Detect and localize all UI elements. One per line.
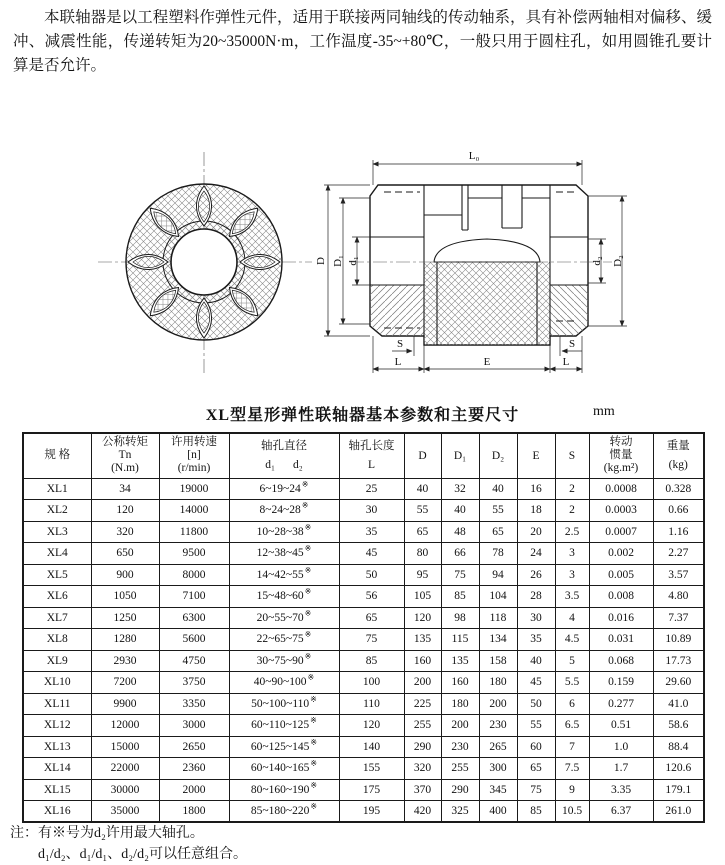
- cell-speed: 3000: [159, 715, 229, 737]
- bore-range: 10~28~38: [256, 525, 304, 538]
- cell-speed: 2360: [159, 758, 229, 780]
- cell-E: 85: [517, 801, 555, 823]
- dim-label-D: D: [315, 257, 327, 265]
- cell-D: 40: [404, 478, 441, 500]
- cell-D1: 325: [441, 801, 479, 823]
- table-row: [23, 693, 704, 715]
- bore-range: 50~100~110: [251, 697, 310, 710]
- cell-torque: 22000: [91, 758, 159, 780]
- cell-D2: 40: [479, 478, 517, 500]
- cell-speed: 4750: [159, 650, 229, 672]
- cell-inertia: 0.51: [589, 715, 653, 737]
- cell-S: 7: [555, 736, 589, 758]
- table-row: [23, 543, 704, 565]
- cell-S: 2.5: [555, 521, 589, 543]
- cell-inertia: 0.016: [589, 607, 653, 629]
- bore-max-mark: ※: [310, 694, 317, 704]
- cell-S: 6: [555, 693, 589, 715]
- cell-E: 65: [517, 758, 555, 780]
- col-header-E: E: [517, 433, 555, 478]
- cell-inertia: 0.008: [589, 586, 653, 608]
- cell-D1: 66: [441, 543, 479, 565]
- bore-range: 12~38~45: [256, 547, 304, 560]
- cell-D: 105: [404, 586, 441, 608]
- cell-bore-length: 195: [339, 801, 404, 823]
- cell-S: 2: [555, 500, 589, 522]
- cell-D2: 200: [479, 693, 517, 715]
- table-row: [23, 586, 704, 608]
- bore-range: 85~180~220: [250, 805, 310, 817]
- cell-D: 420: [404, 801, 441, 823]
- bore-max-mark: ※: [304, 544, 312, 554]
- bore-range: 80~160~190: [250, 783, 310, 796]
- cell-E: 60: [517, 736, 555, 758]
- cell-spec: XL2: [23, 500, 91, 522]
- cell-inertia: 6.37: [589, 801, 653, 823]
- cell-E: 55: [517, 715, 555, 737]
- cell-S: 3.5: [555, 586, 589, 608]
- col-header-bore-diameter: 轴孔直径 d₁ d₂: [229, 433, 339, 478]
- cell-S: 4.5: [555, 629, 589, 651]
- cell-bore-length: 155: [339, 758, 404, 780]
- cell-bore-diameter: [229, 500, 339, 522]
- note-line-1: 注：有※号为d₂许用最大轴孔。: [10, 826, 204, 841]
- bore-max-mark: ※: [310, 737, 318, 747]
- col-header-inertia: 转动 惯量 (kg.m²): [589, 433, 653, 478]
- cell-speed: 9500: [159, 543, 229, 565]
- technical-drawing: [0, 140, 725, 398]
- bore-range: 60~140~165: [250, 762, 310, 775]
- cell-D1: 200: [441, 715, 479, 737]
- cell-E: 18: [517, 500, 555, 522]
- cell-torque: 320: [91, 521, 159, 543]
- parameters-table: [22, 432, 705, 823]
- cell-D: 225: [404, 693, 441, 715]
- cell-D: 200: [404, 672, 441, 694]
- cell-speed: 8000: [159, 564, 229, 586]
- cell-D1: 98: [441, 607, 479, 629]
- col-header-S: S: [555, 433, 589, 478]
- cell-weight: 58.6: [653, 715, 704, 737]
- cell-bore-length: 50: [339, 564, 404, 586]
- table-row: [23, 478, 704, 500]
- cell-D2: 118: [479, 607, 517, 629]
- cell-D: 65: [404, 521, 441, 543]
- cell-E: 30: [517, 607, 555, 629]
- table-row: [23, 650, 704, 672]
- bore-max-mark: ※: [304, 608, 312, 618]
- cell-D2: 400: [479, 801, 517, 823]
- cell-inertia: 3.35: [589, 779, 653, 801]
- cell-D1: 290: [441, 779, 479, 801]
- cell-D: 370: [404, 779, 441, 801]
- cell-S: 4: [555, 607, 589, 629]
- cell-D1: 48: [441, 521, 479, 543]
- bore-max-mark: ※: [304, 651, 312, 661]
- cell-D: 160: [404, 650, 441, 672]
- dim-label-d2: d₂: [591, 256, 603, 266]
- cell-bore-length: 175: [339, 779, 404, 801]
- table-header-row: [23, 433, 704, 478]
- cell-bore-diameter: [229, 779, 339, 801]
- cell-spec: XL16: [23, 801, 91, 823]
- bore-max-mark: ※: [310, 759, 318, 769]
- cell-S: 9: [555, 779, 589, 801]
- cell-speed: 7100: [159, 586, 229, 608]
- bore-range: 30~75~90: [256, 654, 304, 667]
- cell-speed: 19000: [159, 478, 229, 500]
- cell-D2: 104: [479, 586, 517, 608]
- cell-S: 10.5: [555, 801, 589, 823]
- cell-bore-diameter: [229, 672, 339, 694]
- cell-torque: 2930: [91, 650, 159, 672]
- table-row: [23, 500, 704, 522]
- cell-D2: 345: [479, 779, 517, 801]
- cell-D1: 180: [441, 693, 479, 715]
- table-row: [23, 801, 704, 823]
- cell-spec: XL12: [23, 715, 91, 737]
- footnotes: [10, 823, 247, 865]
- cell-D1: 135: [441, 650, 479, 672]
- cell-D: 135: [404, 629, 441, 651]
- cell-spec: XL7: [23, 607, 91, 629]
- dim-label-D2: D₂: [612, 255, 624, 267]
- cell-torque: 9900: [91, 693, 159, 715]
- cell-weight: 179.1: [653, 779, 704, 801]
- bore-max-mark: ※: [307, 673, 315, 683]
- cell-speed: 6300: [159, 607, 229, 629]
- cell-D1: 115: [441, 629, 479, 651]
- cell-bore-diameter: [229, 564, 339, 586]
- bore-max-mark: ※: [304, 630, 312, 640]
- cell-spec: XL8: [23, 629, 91, 651]
- cell-inertia: 0.068: [589, 650, 653, 672]
- cell-torque: 15000: [91, 736, 159, 758]
- cell-weight: 3.57: [653, 564, 704, 586]
- cell-S: 5: [555, 650, 589, 672]
- cell-bore-diameter: [229, 629, 339, 651]
- cell-torque: 900: [91, 564, 159, 586]
- cell-inertia: 0.031: [589, 629, 653, 651]
- cell-torque: 34: [91, 478, 159, 500]
- dim-label-E: E: [483, 356, 491, 368]
- cell-bore-diameter: [229, 543, 339, 565]
- cell-speed: 11800: [159, 521, 229, 543]
- cell-E: 28: [517, 586, 555, 608]
- cell-torque: 650: [91, 543, 159, 565]
- cell-D: 120: [404, 607, 441, 629]
- cell-inertia: 0.0008: [589, 478, 653, 500]
- intro-paragraph: 本联轴器是以工程塑料作弹性元件，适用于联接两同轴线的传动轴系，具有补偿两轴相对偏移、缓冲、减震性能，传递转矩为20~35000N·m，工作温度-35~+80℃，一般只用于圆柱孔，如用圆锥孔要计算是否允许。: [13, 9, 712, 74]
- bore-max-mark: ※: [301, 479, 309, 489]
- bore-range: 6~19~24: [259, 482, 301, 495]
- cell-spec: XL3: [23, 521, 91, 543]
- table-unit: mm: [593, 404, 615, 419]
- table-row: [23, 758, 704, 780]
- cell-D2: 265: [479, 736, 517, 758]
- cell-spec: XL15: [23, 779, 91, 801]
- cell-spec: XL4: [23, 543, 91, 565]
- cell-bore-length: 35: [339, 521, 404, 543]
- cell-bore-diameter: [229, 801, 339, 823]
- cell-bore-diameter: [229, 758, 339, 780]
- cell-inertia: 0.0007: [589, 521, 653, 543]
- note-line-2: d₁/d₂、d₁/d₁、d₂/d₂可以任意组合。: [38, 847, 247, 862]
- cell-bore-diameter: [229, 586, 339, 608]
- bore-range: 20~55~70: [256, 611, 304, 624]
- cell-inertia: 0.005: [589, 564, 653, 586]
- cell-D: 55: [404, 500, 441, 522]
- table-row: [23, 736, 704, 758]
- cell-E: 26: [517, 564, 555, 586]
- cell-D2: 65: [479, 521, 517, 543]
- cell-S: 2: [555, 478, 589, 500]
- cell-speed: 3350: [159, 693, 229, 715]
- cell-inertia: 1.7: [589, 758, 653, 780]
- col-header-speed: 许用转速 [n] (r/min): [159, 433, 229, 478]
- cell-D1: 230: [441, 736, 479, 758]
- cell-bore-diameter: [229, 736, 339, 758]
- cell-D1: 40: [441, 500, 479, 522]
- coupling-drawing-svg: [0, 140, 725, 398]
- table-body: [23, 478, 704, 822]
- cell-speed: 5600: [159, 629, 229, 651]
- col-header-D: D: [404, 433, 441, 478]
- cell-D2: 78: [479, 543, 517, 565]
- cell-S: 5.5: [555, 672, 589, 694]
- dim-label-L0: L₀: [468, 150, 480, 162]
- cell-bore-length: 30: [339, 500, 404, 522]
- cell-S: 3: [555, 543, 589, 565]
- cell-weight: 0.66: [653, 500, 704, 522]
- col-header-torque: 公称转矩 Tn (N.m): [91, 433, 159, 478]
- cell-weight: 7.37: [653, 607, 704, 629]
- cell-D2: 55: [479, 500, 517, 522]
- table-title-row: [0, 402, 725, 425]
- dim-label-L-left: L: [394, 356, 402, 368]
- cell-D1: 255: [441, 758, 479, 780]
- cell-torque: 1280: [91, 629, 159, 651]
- section-view: [350, 185, 612, 345]
- dim-label-d1: d₁: [347, 256, 359, 266]
- cell-bore-length: 120: [339, 715, 404, 737]
- cell-weight: 4.80: [653, 586, 704, 608]
- col-header-spec: 规 格: [23, 433, 91, 478]
- cell-bore-length: 45: [339, 543, 404, 565]
- bore-max-mark: ※: [304, 587, 312, 597]
- cell-spec: XL9: [23, 650, 91, 672]
- cell-spec: XL13: [23, 736, 91, 758]
- cell-D2: 230: [479, 715, 517, 737]
- cell-E: 50: [517, 693, 555, 715]
- bore-range: 8~24~28: [259, 504, 301, 517]
- bore-range: 40~90~100: [253, 676, 307, 689]
- cell-bore-diameter: [229, 715, 339, 737]
- cell-speed: 2650: [159, 736, 229, 758]
- bore-max-mark: ※: [310, 802, 318, 812]
- cell-E: 16: [517, 478, 555, 500]
- cell-inertia: 0.277: [589, 693, 653, 715]
- dim-label-S-right: S: [568, 338, 576, 350]
- cell-D: 255: [404, 715, 441, 737]
- cell-D: 95: [404, 564, 441, 586]
- dim-label-D1: D₁: [332, 255, 344, 267]
- cell-speed: 14000: [159, 500, 229, 522]
- cell-weight: 120.6: [653, 758, 704, 780]
- table-row: [23, 564, 704, 586]
- cell-bore-diameter: [229, 607, 339, 629]
- cell-D2: 94: [479, 564, 517, 586]
- cell-bore-length: 56: [339, 586, 404, 608]
- cell-bore-length: 65: [339, 607, 404, 629]
- cell-D: 80: [404, 543, 441, 565]
- cell-S: 6.5: [555, 715, 589, 737]
- bore-range: 22~65~75: [256, 633, 304, 646]
- cell-S: 7.5: [555, 758, 589, 780]
- cell-bore-length: 140: [339, 736, 404, 758]
- cell-torque: 12000: [91, 715, 159, 737]
- col-header-bore-length: 轴孔长度 L: [339, 433, 404, 478]
- col-header-weight: 重量 (kg): [653, 433, 704, 478]
- cell-D1: 160: [441, 672, 479, 694]
- bore-max-mark: ※: [310, 780, 318, 790]
- cell-D2: 300: [479, 758, 517, 780]
- cell-bore-length: 100: [339, 672, 404, 694]
- bore-max-mark: ※: [304, 565, 312, 575]
- bore-max-mark: ※: [310, 716, 317, 726]
- cell-bore-diameter: [229, 650, 339, 672]
- bore-d2-label: d₂: [293, 458, 303, 471]
- cell-bore-length: 110: [339, 693, 404, 715]
- cell-inertia: 0.0003: [589, 500, 653, 522]
- cell-weight: 261.0: [653, 801, 704, 823]
- cell-weight: 2.27: [653, 543, 704, 565]
- cell-bore-length: 25: [339, 478, 404, 500]
- cell-spec: XL6: [23, 586, 91, 608]
- bore-range: 60~125~145: [250, 740, 310, 753]
- cell-torque: 120: [91, 500, 159, 522]
- cell-D2: 134: [479, 629, 517, 651]
- col-header-D1: D₁: [441, 433, 479, 478]
- bore-max-mark: ※: [301, 501, 309, 511]
- dim-label-L-right: L: [562, 356, 570, 368]
- front-view: [98, 152, 312, 374]
- cell-weight: 10.89: [653, 629, 704, 651]
- cell-E: 35: [517, 629, 555, 651]
- table-row: [23, 779, 704, 801]
- cell-weight: 88.4: [653, 736, 704, 758]
- cell-inertia: 1.0: [589, 736, 653, 758]
- cell-E: 24: [517, 543, 555, 565]
- cell-D: 320: [404, 758, 441, 780]
- cell-bore-length: 85: [339, 650, 404, 672]
- cell-spec: XL14: [23, 758, 91, 780]
- cell-torque: 1250: [91, 607, 159, 629]
- cell-D1: 85: [441, 586, 479, 608]
- cell-D2: 180: [479, 672, 517, 694]
- cell-D2: 158: [479, 650, 517, 672]
- cell-D1: 75: [441, 564, 479, 586]
- cell-torque: 30000: [91, 779, 159, 801]
- bore-d1-label: d₁: [265, 458, 275, 471]
- table-row: [23, 607, 704, 629]
- cell-E: 75: [517, 779, 555, 801]
- cell-D: 290: [404, 736, 441, 758]
- bore-max-mark: ※: [304, 522, 312, 532]
- cell-inertia: 0.002: [589, 543, 653, 565]
- table-row: [23, 715, 704, 737]
- bore-range: 14~42~55: [256, 568, 304, 581]
- cell-E: 20: [517, 521, 555, 543]
- cell-inertia: 0.159: [589, 672, 653, 694]
- cell-torque: 1050: [91, 586, 159, 608]
- cell-weight: 29.60: [653, 672, 704, 694]
- cell-bore-diameter: [229, 521, 339, 543]
- cell-spec: XL5: [23, 564, 91, 586]
- cell-weight: 41.0: [653, 693, 704, 715]
- table-title: XL型星形弹性联轴器基本参数和主要尺寸: [205, 407, 520, 424]
- cell-speed: 2000: [159, 779, 229, 801]
- cell-bore-diameter: [229, 478, 339, 500]
- cell-spec: XL11: [23, 693, 91, 715]
- table-row: [23, 672, 704, 694]
- table-row: [23, 521, 704, 543]
- cell-weight: 17.73: [653, 650, 704, 672]
- cell-speed: 3750: [159, 672, 229, 694]
- cell-weight: 0.328: [653, 478, 704, 500]
- cell-D1: 32: [441, 478, 479, 500]
- cell-weight: 1.16: [653, 521, 704, 543]
- cell-E: 45: [517, 672, 555, 694]
- cell-speed: 1800: [159, 801, 229, 823]
- dim-label-S-left: S: [396, 338, 404, 350]
- cell-torque: 7200: [91, 672, 159, 694]
- bore-range: 60~110~125: [251, 719, 310, 732]
- cell-spec: XL1: [23, 478, 91, 500]
- cell-torque: 35000: [91, 801, 159, 823]
- cell-bore-length: 75: [339, 629, 404, 651]
- col-header-D2: D₂: [479, 433, 517, 478]
- table-row: [23, 629, 704, 651]
- cell-S: 3: [555, 564, 589, 586]
- cell-E: 40: [517, 650, 555, 672]
- cell-bore-diameter: [229, 693, 339, 715]
- bore-range: 15~48~60: [256, 590, 304, 603]
- cell-spec: XL10: [23, 672, 91, 694]
